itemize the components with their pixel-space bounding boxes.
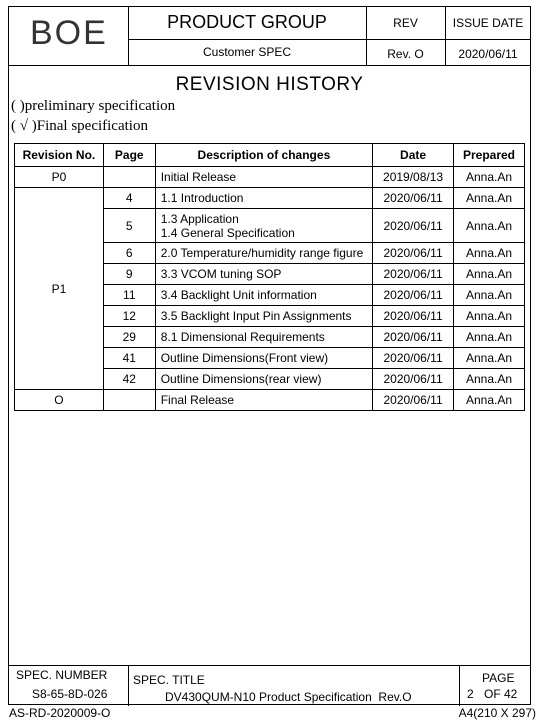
issue-date-label-cell (445, 6, 531, 40)
cell-page: 42 (103, 369, 155, 390)
col-description: Description of changes (155, 144, 372, 167)
cell-page: 4 (103, 188, 155, 209)
cell-rev: P1 (15, 188, 104, 390)
col-prepared: Prepared (454, 144, 525, 167)
doc-code: AS-RD-2020009-O (9, 706, 111, 720)
page-total: OF 42 (484, 687, 518, 701)
page-title: REVISION HISTORY (175, 74, 364, 95)
cell-date: 2020/06/11 (373, 369, 454, 390)
table-header-row (15, 144, 525, 167)
cell-desc-line2: 1.4 General Specification (160, 225, 295, 240)
footer (8, 665, 531, 705)
spec-number: S8-65-8D-026 (32, 687, 108, 701)
cell-date: 2020/06/11 (373, 285, 454, 306)
issue-date-value: 2020/06/11 (458, 47, 518, 61)
cell-prepared: Anna.An (454, 390, 525, 411)
spec-title-cell (129, 666, 460, 706)
option-final-label: Final specification (36, 118, 148, 134)
cell-desc: 3.4 Backlight Unit information (155, 285, 372, 306)
cell-page: 12 (103, 306, 155, 327)
cell-page (103, 390, 155, 411)
cell-desc: 8.1 Dimensional Requirements (155, 327, 372, 348)
option-final (11, 118, 148, 135)
cell-date: 2020/06/11 (373, 209, 454, 243)
cell-page: 41 (103, 348, 155, 369)
product-group-cell (128, 6, 367, 40)
col-page: Page (103, 144, 155, 167)
table-row (15, 188, 525, 209)
cell-desc: Outline Dimensions(rear view) (155, 369, 372, 390)
page-label: PAGE (482, 671, 515, 685)
issue-date-value-cell (445, 39, 531, 66)
spec-title: DV430QUM-N10 Product Specification Rev.O (165, 690, 412, 704)
cell-date: 2020/06/11 (373, 306, 454, 327)
option-preliminary-mark: ( ) (11, 98, 25, 114)
cell-page: 29 (103, 327, 155, 348)
cell-date: 2019/08/13 (373, 167, 454, 188)
cell-date: 2020/06/11 (373, 327, 454, 348)
option-final-mark: ( √ ) (11, 118, 37, 134)
cell-desc: Initial Release (155, 167, 372, 188)
product-group: PRODUCT GROUP (167, 12, 327, 32)
revision-table (14, 143, 525, 411)
col-date: Date (373, 144, 454, 167)
cell-rev: O (15, 390, 104, 411)
cell-desc: Outline Dimensions(Front view) (155, 348, 372, 369)
cell-prepared: Anna.An (454, 369, 525, 390)
cell-desc: Final Release (155, 390, 372, 411)
cell-desc: 3.5 Backlight Input Pin Assignments (155, 306, 372, 327)
cell-prepared: Anna.An (454, 264, 525, 285)
paper-size: A4(210 X 297) (458, 706, 536, 720)
cell-desc: 3.3 VCOM tuning SOP (155, 264, 372, 285)
cell-prepared: Anna.An (454, 327, 525, 348)
table-row (15, 390, 525, 411)
rev-value-cell (366, 39, 446, 66)
page-cell (460, 666, 530, 706)
table-row (15, 167, 525, 188)
page-number: 2 (467, 687, 474, 701)
cell-date: 2020/06/11 (373, 243, 454, 264)
option-preliminary (11, 98, 175, 115)
spec-title-label: SPEC. TITLE (133, 673, 205, 687)
cell-page: 9 (103, 264, 155, 285)
customer-spec: Customer SPEC (202, 45, 292, 59)
cell-date: 2020/06/11 (373, 264, 454, 285)
cell-page (103, 167, 155, 188)
cell-page: 6 (103, 243, 155, 264)
issue-date-label: ISSUE DATE (452, 15, 524, 30)
cell-page: 5 (103, 209, 155, 243)
cell-rev: P0 (15, 167, 104, 188)
cell-prepared: Anna.An (454, 209, 525, 243)
cell-date: 2020/06/11 (373, 188, 454, 209)
cell-date: 2020/06/11 (373, 348, 454, 369)
cell-desc: 1.1 Introduction (155, 188, 372, 209)
rev-label-cell (366, 6, 446, 40)
cell-prepared: Anna.An (454, 348, 525, 369)
spec-number-cell (8, 666, 129, 706)
logo-cell (8, 6, 129, 66)
cell-date: 2020/06/11 (373, 390, 454, 411)
cell-desc-line1: 1.3 Application (160, 211, 239, 226)
cell-desc: 2.0 Temperature/humidity range figure (155, 243, 372, 264)
cell-prepared: Anna.An (454, 306, 525, 327)
col-revision-no: Revision No. (15, 144, 104, 167)
rev-label: REV (393, 15, 418, 30)
rev-value: Rev. O (387, 47, 424, 61)
cell-prepared: Anna.An (454, 243, 525, 264)
customer-spec-cell (128, 39, 367, 66)
boe-logo: BOE (30, 14, 108, 52)
cell-desc (155, 209, 372, 243)
cell-page: 11 (103, 285, 155, 306)
cell-prepared: Anna.An (454, 188, 525, 209)
cell-prepared: Anna.An (454, 167, 525, 188)
cell-prepared: Anna.An (454, 285, 525, 306)
option-preliminary-label: preliminary specification (24, 98, 176, 114)
spec-number-label: SPEC. NUMBER (16, 668, 108, 682)
